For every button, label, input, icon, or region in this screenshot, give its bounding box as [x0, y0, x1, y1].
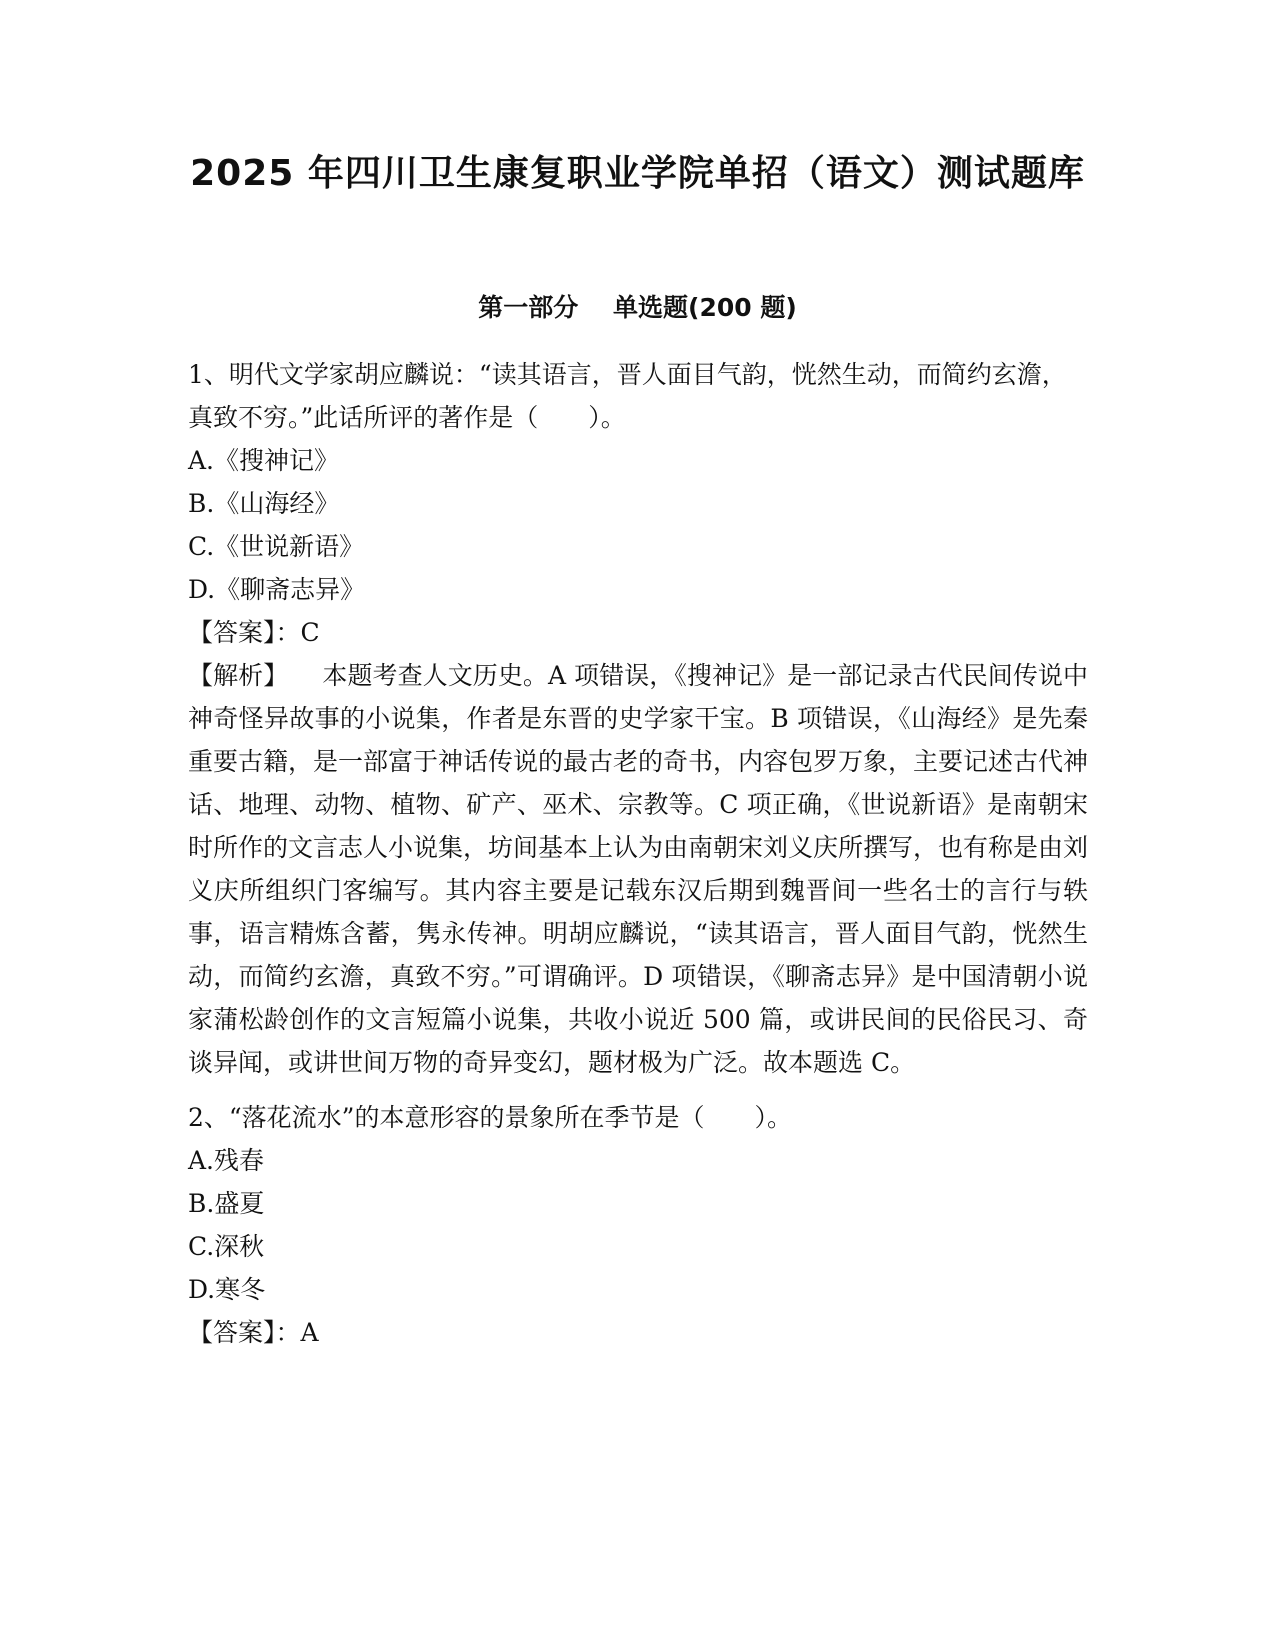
analysis-label: 【解析】: [188, 661, 289, 690]
question-stem: 1、明代文学家胡应麟说：“读其语言，晋人面目气韵，恍然生动，而简约玄澹，真致不穷。”此话所评的著作是（ ）。: [188, 360, 1067, 432]
option-b: B.盛夏: [188, 1189, 265, 1218]
answer-label: 【答案】: [188, 618, 276, 647]
question-stem: 2、“落花流水”的本意形容的景象所在季节是（ ）。: [188, 1103, 792, 1132]
option-c: C.深秋: [188, 1232, 265, 1261]
analysis-text: 本题考查人文历史。A 项错误，《搜神记》是一部记录古代民间传说中神奇怪异故事的小说集，作者是东晋的史学家干宝。B 项错误，《山海经》是先秦重要古籍，是一部富于神话传说的最古老的奇书，内容包罗万象，主要记述古代神话、地理、动物、植物、矿产、巫术、宗教等。C 项正确，《世说新语》是南朝宋时所作的文言志人小说集，坊间基本上认为由南朝宋刘义庆所撰写，也有称是由刘义庆所组织门客编写。其内容主要是记载东汉后期到魏晋间一些名士的言行与轶事，语言精炼含蓄，隽永传神。明胡应麟说，“读其语言，晋人面目气韵，恍然生动，而简约玄澹，真致不穷。”可谓确评。D 项错误，《聊斋志异》是中国清朝小说家蒲松龄创作的文言短篇小说集，共收小说近 500 篇，或讲民间的民俗民习、奇谈异闻，或讲世间万物的奇异变幻，题材极为广泛。故本题选 C。: [188, 661, 1089, 1077]
answer-line: [188, 1311, 1088, 1354]
option-a: A.《搜神记》: [188, 446, 340, 475]
document-title: 2025 年四川卫生康复职业学院单招（语文）测试题库: [190, 153, 1085, 194]
analysis-paragraph: [188, 654, 1088, 1084]
answer-value: ：C: [275, 618, 320, 647]
answer-value: ：A: [275, 1318, 319, 1347]
section-title: 第一部分 单选题(200 题): [478, 293, 797, 322]
question-list: [188, 353, 1088, 1354]
answer-label: 【答案】: [188, 1318, 276, 1347]
option-d: D.寒冬: [188, 1275, 266, 1304]
option-d: D.《聊斋志异》: [188, 575, 366, 604]
option-a: A.残春: [188, 1146, 265, 1175]
option-c: C.《世说新语》: [188, 532, 365, 561]
question-1: [188, 353, 1088, 1084]
answer-line: [188, 611, 1088, 654]
question-2: [188, 1096, 1088, 1354]
option-b: B.《山海经》: [188, 489, 340, 518]
